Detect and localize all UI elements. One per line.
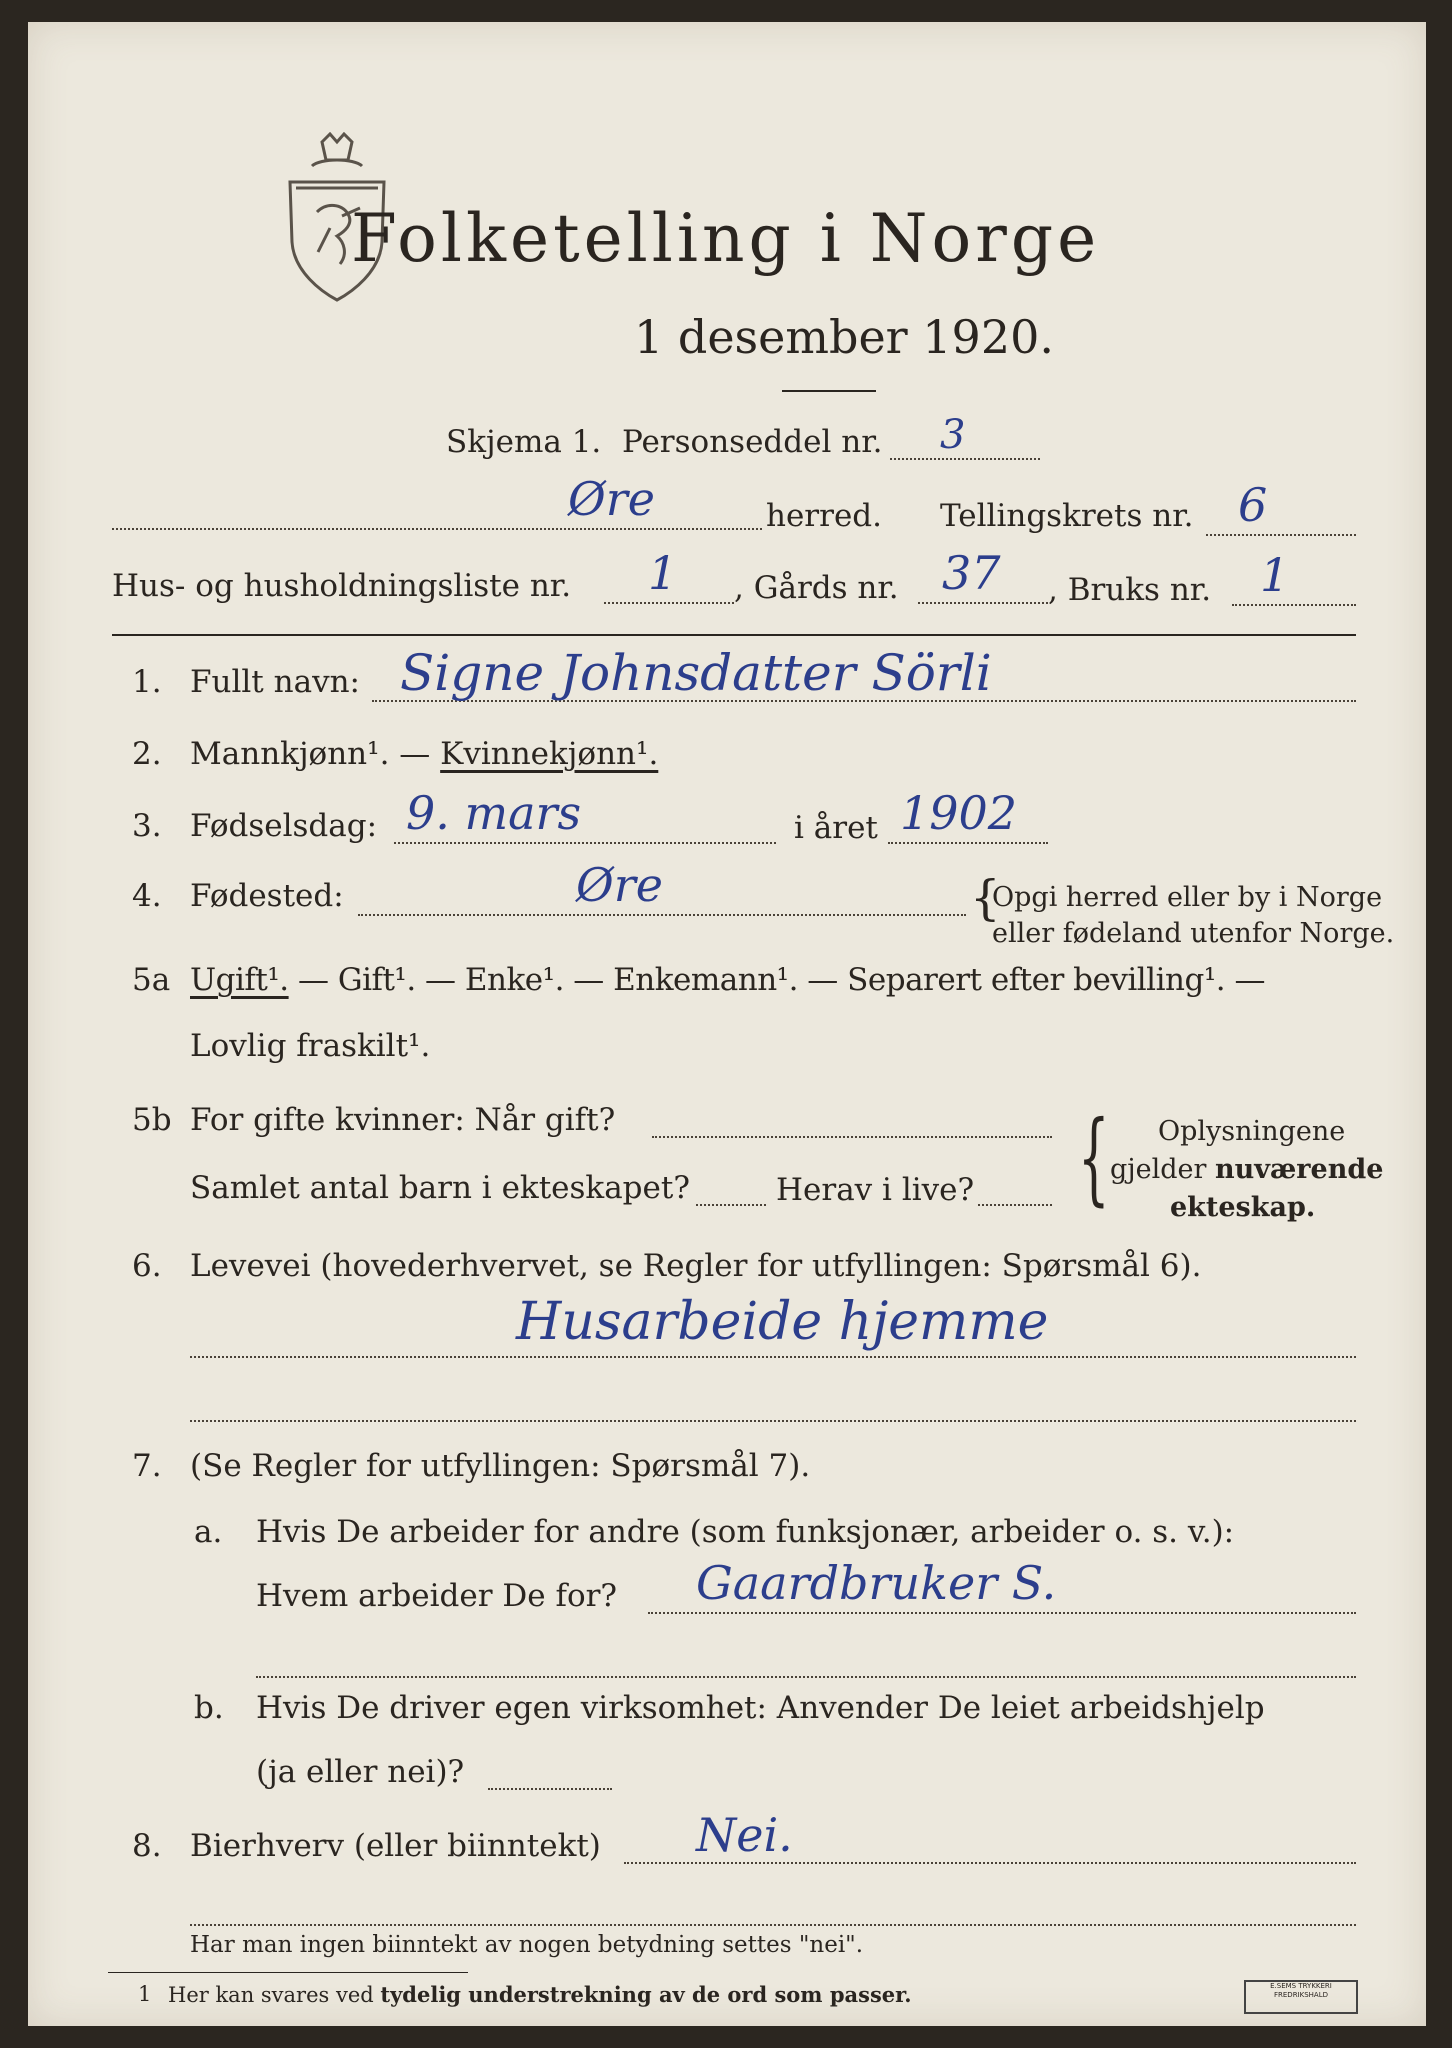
q8-line [624,1862,1356,1864]
q4-note-line1: Opgi herred eller by i Norge [992,882,1383,913]
tellingskrets-value: 6 [1238,478,1268,532]
printer-stamp: E.SEMS TRYKKERI FREDRIKSHALD [1244,1980,1358,2014]
herred-line [112,528,762,530]
mannkjonn-option: Mannkjønn¹. [190,736,390,772]
q5b-married-line [652,1136,1052,1138]
gards-value: 37 [942,546,1001,600]
q4-number: 4. [132,878,162,914]
footer-note: Har man ingen biinntekt av nogen betydning settes "nei". [190,1932,864,1958]
footnote-text-a: Her kan svares ved [168,1983,381,2007]
hus-label: Hus- og husholdningsliste nr. [112,568,572,604]
q7a-employer-line [648,1612,1356,1614]
hus-line [604,602,734,604]
q5b-brace: { [1077,1099,1110,1216]
census-form [28,22,1426,2026]
q6-label: Levevei (hovederhvervet, se Regler for utfyllingen: Spørsmål 6). [190,1248,1202,1284]
q7-number: 7. [132,1448,162,1484]
footnote-rule [108,1972,468,1973]
census-date: 1 desember 1920. [634,310,1054,364]
q6-line2 [190,1420,1356,1422]
kvinnekjonn-option: Kvinnekjønn¹. [440,736,659,772]
q6-line1 [190,1356,1356,1358]
q8-extra-line [190,1924,1356,1926]
q3-label: Fødselsdag: [190,808,378,844]
q7b-line [488,1788,612,1790]
q8-label: Bierhverv (eller biinntekt) [190,1828,601,1864]
q7a-line2: Hvem arbeider De for? [256,1578,618,1614]
q5b-note-gjelder: gjelder [1110,1154,1216,1185]
bruks-label: , Bruks nr. [1048,572,1212,608]
full-name-value: Signe Johnsdatter Sörli [400,644,992,702]
q5b-married-label: For gifte kvinner: Når gift? [190,1102,616,1138]
q4-label: Fødested: [190,878,344,914]
q4-brace: { [970,870,1001,926]
birthplace-value: Øre [576,858,663,912]
q5b-children-label: Samlet antal barn i ekteskapet? [190,1170,690,1206]
birthday-value: 9. mars [406,786,582,840]
q4-note-line2: eller fødeland utenfor Norge. [992,918,1395,949]
q3-number: 3. [132,808,162,844]
q6-number: 6. [132,1248,162,1284]
gards-line [918,602,1048,604]
q7b-line1: Hvis De driver egen virksomhet: Anvender De leiet arbeidshjelp [256,1690,1265,1726]
herred-value: Øre [568,472,655,526]
bruks-line [1232,604,1356,606]
employer-value: Gaardbruker S. [696,1556,1057,1610]
q1-label: Fullt navn: [190,664,360,700]
footnote-text [168,1982,912,2007]
q2-separator: — [389,736,441,772]
q8-number: 8. [132,1828,162,1864]
personseddel-value: 3 [940,412,966,458]
q5a-other-options: — Gift¹. — Enke¹. — Enkemann¹. — Separert efter bevilling¹. — [288,962,1265,998]
q5b-note-line2 [1110,1154,1383,1185]
q3-birthday-line [394,842,776,844]
ugift-option: Ugift¹. [190,962,289,998]
q7b-line2: (ja eller nei)? [256,1754,465,1790]
q5b-number: 5b [132,1102,172,1138]
hus-value: 1 [648,546,678,600]
q5b-note-line3: ekteskap. [1170,1192,1316,1223]
personseddel-line [890,458,1040,460]
q5b-children-line [696,1204,766,1206]
title-divider [782,390,876,392]
herred-label: herred. [766,498,882,534]
form-title: Folketelling i Norge [351,200,1101,277]
q1-number: 1. [132,664,162,700]
bruks-value: 1 [1260,548,1290,602]
q7a-extra-line [256,1676,1356,1678]
q5a-line2: Lovlig fraskilt¹. [190,1028,431,1064]
q7b-letter: b. [194,1690,224,1726]
q5b-note-current: nuværende [1215,1154,1384,1185]
footnote-text-b: tydelig understrekning av de ord som passer. [380,1982,912,2007]
tellingskrets-label: Tellingskrets nr. [940,498,1194,534]
occupation-value: Husarbeide hjemme [516,1292,1049,1352]
q3-year-label: i året [794,810,878,846]
q5a-options [190,962,1265,998]
q5a-number: 5a [132,962,171,998]
gards-label: , Gårds nr. [734,570,899,606]
q2-number: 2. [132,736,162,772]
tellingskrets-line [1206,534,1356,536]
q7a-letter: a. [194,1514,223,1550]
schema-label: Skjema 1. [446,424,602,460]
personseddel-label: Personseddel nr. [622,424,883,460]
side-income-value: Nei. [696,1808,793,1862]
header-rule [112,634,1356,636]
q5b-note-line1: Oplysningene [1158,1116,1346,1147]
q2-options [190,736,658,772]
q5b-alive-line [978,1204,1052,1206]
birth-year-value: 1902 [900,786,1018,840]
q7a-line1: Hvis De arbeider for andre (som funksjonær, arbeider o. s. v.): [256,1514,1235,1550]
q4-line [358,914,966,916]
q7-label: (Se Regler for utfyllingen: Spørsmål 7). [190,1448,811,1484]
q5b-alive-label: Herav i live? [776,1172,975,1208]
q3-year-line [888,842,1048,844]
footnote-marker: 1 [138,1982,152,2006]
